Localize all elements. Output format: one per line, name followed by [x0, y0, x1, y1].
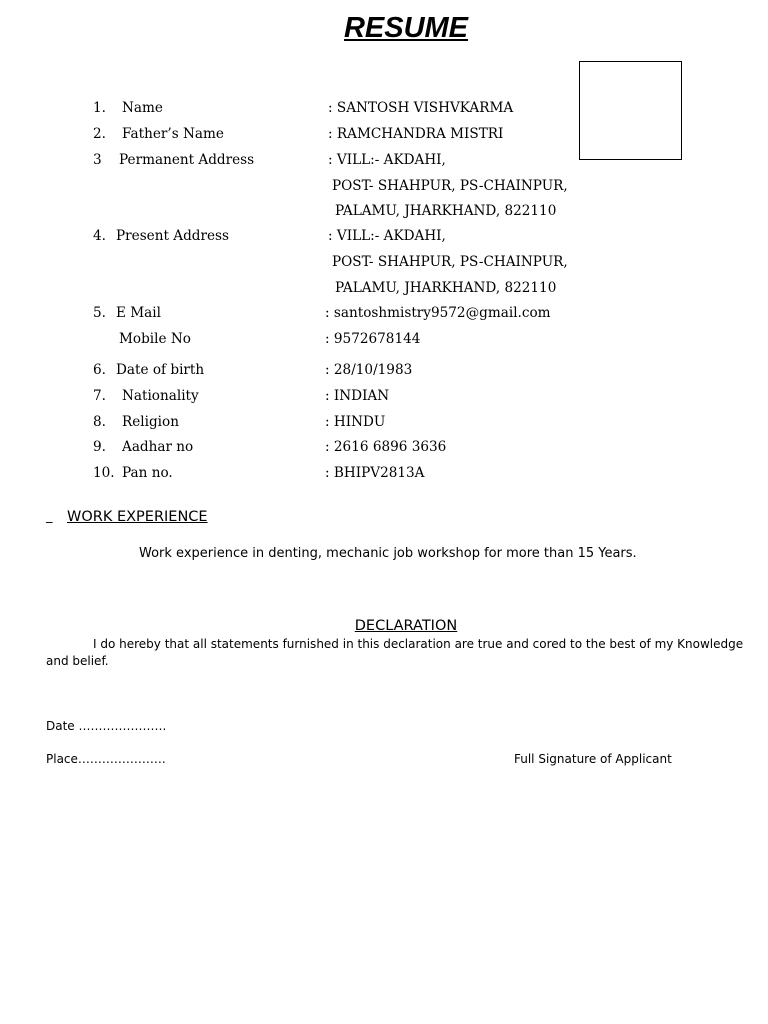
- value-pan: : BHIPV2813A: [325, 465, 425, 481]
- value-religion: : HINDU: [325, 414, 386, 430]
- value-permanent-address-line2: POST- SHAHPUR, PS-CHAINPUR,: [332, 178, 568, 194]
- label-name: Name: [122, 100, 163, 116]
- item-number: 4.: [93, 228, 106, 244]
- declaration-text-line2: and belief.: [46, 654, 109, 668]
- label-nationality: Nationality: [122, 388, 199, 404]
- value-permanent-address: : VILL:- AKDAHI,: [328, 152, 446, 168]
- item-number: 8.: [93, 414, 106, 430]
- item-number: 5.: [93, 305, 106, 321]
- value-fathers-name: : RAMCHANDRA MISTRI: [328, 126, 504, 142]
- photo-box: [579, 61, 682, 160]
- work-experience-heading: WORK EXPERIENCE: [67, 509, 208, 525]
- label-pan: Pan no.: [122, 465, 173, 481]
- place-field: Place………………….: [46, 752, 166, 766]
- value-present-address-line2: POST- SHAHPUR, PS-CHAINPUR,: [332, 254, 568, 270]
- declaration-text-line1: I do hereby that all statements furnished in this declaration are true and cored to the best of my Knowledge: [93, 637, 744, 651]
- label-date-of-birth: Date of birth: [116, 362, 205, 378]
- item-number: 1.: [93, 100, 106, 116]
- item-number: 7.: [93, 388, 106, 404]
- label-mobile: Mobile No: [119, 331, 191, 347]
- label-present-address: Present Address: [116, 228, 229, 244]
- value-permanent-address-line3: PALAMU, JHARKHAND, 822110: [335, 203, 557, 219]
- item-number: 3: [93, 152, 102, 168]
- signature-label: Full Signature of Applicant: [514, 752, 672, 766]
- label-email: E Mail: [116, 305, 161, 321]
- item-number: 6.: [93, 362, 106, 378]
- value-aadhar: : 2616 6896 3636: [325, 439, 447, 455]
- item-number: 9.: [93, 439, 106, 455]
- label-religion: Religion: [122, 414, 179, 430]
- label-permanent-address: Permanent Address: [119, 152, 255, 168]
- label-fathers-name: Father’s Name: [122, 126, 224, 142]
- item-number: 10.: [93, 465, 115, 481]
- value-nationality: : INDIAN: [325, 388, 390, 404]
- value-present-address: : VILL:- AKDAHI,: [328, 228, 446, 244]
- resume-title: RESUME: [343, 12, 469, 44]
- value-date-of-birth: : 28/10/1983: [325, 362, 413, 378]
- value-present-address-line3: PALAMU, JHARKHAND, 822110: [335, 280, 557, 296]
- work-bullet: _: [46, 509, 53, 524]
- label-aadhar: Aadhar no: [122, 439, 194, 455]
- date-field: Date ………………….: [46, 719, 167, 733]
- value-email: : santoshmistry9572@gmail.com: [325, 305, 551, 321]
- declaration-heading: DECLARATION: [354, 618, 458, 634]
- value-name: : SANTOSH VISHVKARMA: [328, 100, 514, 116]
- item-number: 2.: [93, 126, 106, 142]
- value-mobile: : 9572678144: [325, 331, 421, 347]
- work-experience-text: Work experience in denting, mechanic job workshop for more than 15 Years.: [139, 546, 637, 561]
